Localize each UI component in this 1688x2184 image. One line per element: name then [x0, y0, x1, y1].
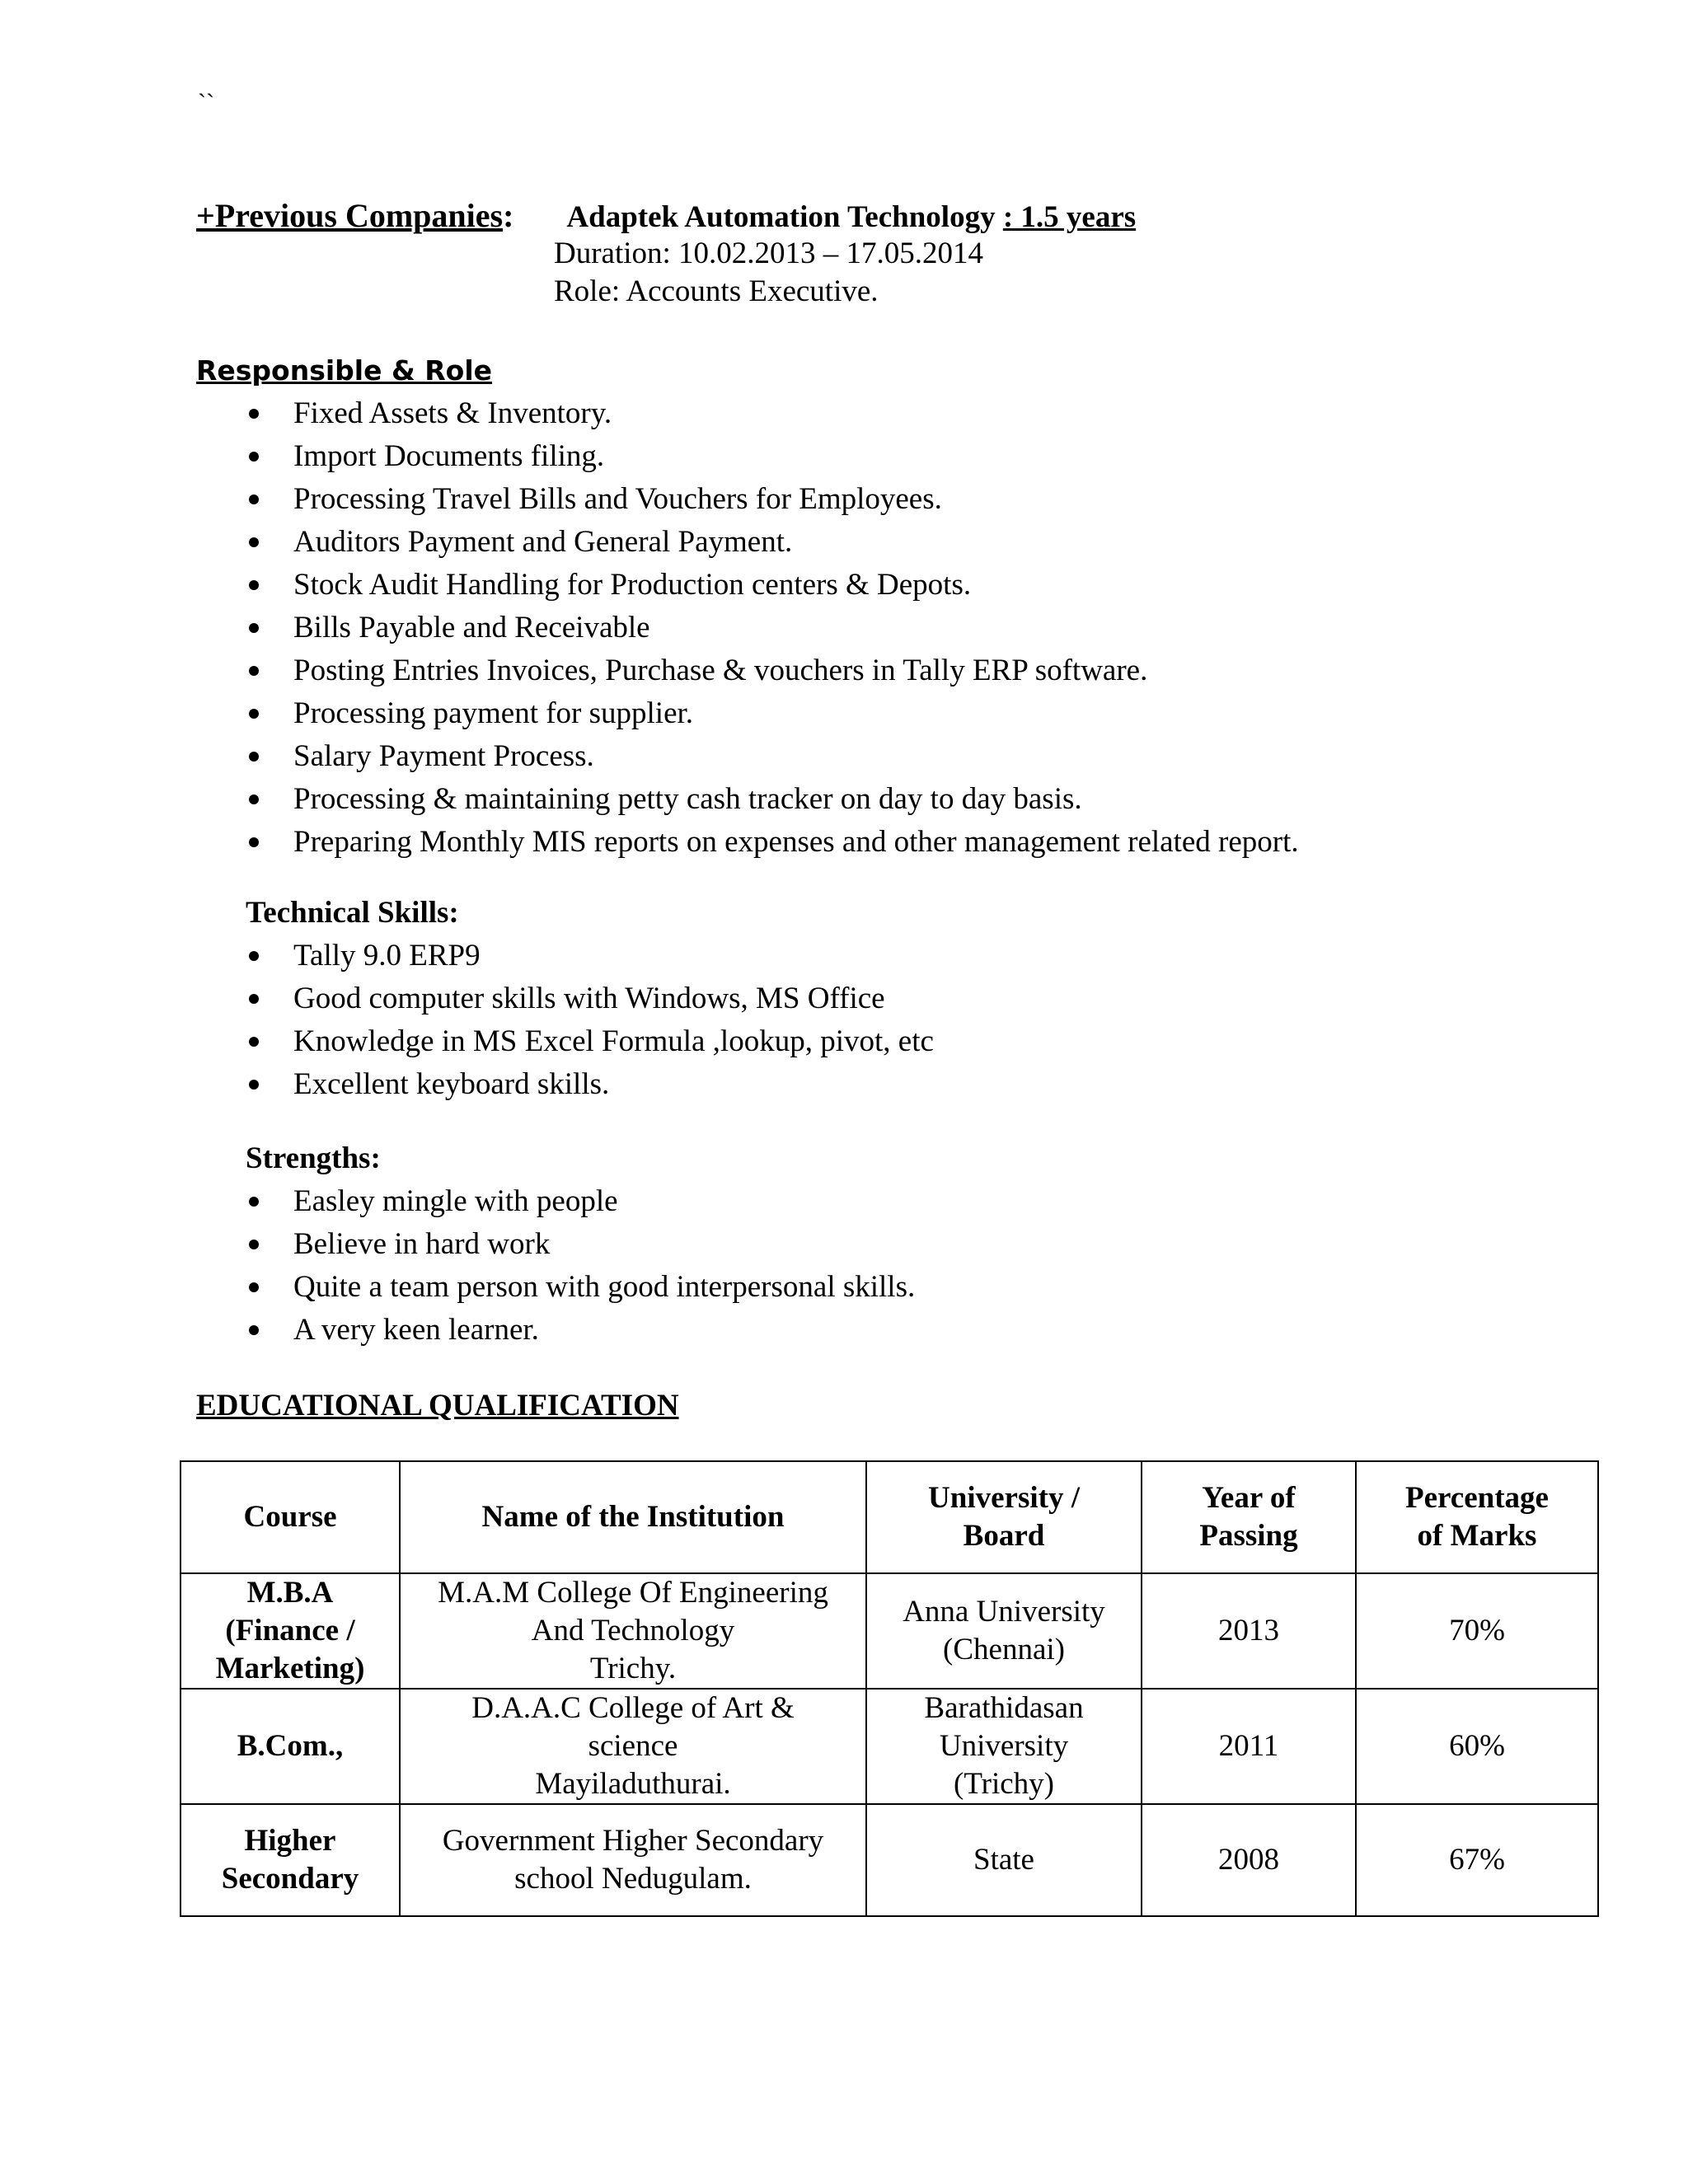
technical-skill-item [247, 1063, 1648, 1106]
previous-companies-label: +Previous Companies [196, 197, 504, 234]
bullet-icon [249, 623, 259, 633]
strength-item-text: Quite a team person with good interpersonal skills. [293, 1270, 916, 1304]
column-header-university [866, 1461, 1142, 1573]
responsibility-item [247, 649, 1648, 692]
university-cell [866, 1689, 1142, 1804]
responsibility-item-text: Posting Entries Invoices, Purchase & vouchers in Tally ERP software. [293, 654, 1148, 687]
column-header-course-line: Course [243, 1500, 337, 1534]
bullet-icon [249, 1197, 259, 1207]
responsibility-item-text: Preparing Monthly MIS reports on expenses and other management related report. [293, 825, 1299, 859]
technical-skills-heading: Technical Skills: [246, 896, 459, 930]
responsibility-item-text: Processing & maintaining petty cash tracker on day to day basis. [293, 782, 1082, 816]
company-duration: Duration: 10.02.2013 – 17.05.2014 [554, 237, 984, 270]
responsibility-item-text: Import Documents filing. [293, 439, 605, 473]
responsibility-item [247, 821, 1648, 864]
strength-item [247, 1266, 1648, 1309]
bullet-icon [249, 1282, 259, 1292]
technical-skill-item [247, 1020, 1648, 1063]
university-cell [866, 1573, 1142, 1689]
institution-cell-line: school Nedugulam. [514, 1862, 752, 1896]
course-cell-line: M.B.A [246, 1576, 334, 1610]
university-cell-line: University [939, 1729, 1069, 1763]
education-table [180, 1460, 1599, 1917]
responsibility-item [247, 778, 1648, 821]
responsibility-item-text: Processing Travel Bills and Vouchers for Employees. [293, 482, 942, 516]
bullet-icon [249, 752, 259, 762]
institution-cell-line: D.A.A.C College of Art & [471, 1691, 795, 1725]
responsibility-item-text: Stock Audit Handling for Production centers & Depots. [293, 568, 972, 602]
percentage-cell: 67% [1356, 1804, 1598, 1916]
responsibility-item [247, 478, 1648, 521]
company-tenure: : 1.5 years [1002, 200, 1137, 234]
responsibilities-heading: Responsible & Role [196, 354, 493, 387]
strengths-list [247, 1180, 1648, 1352]
company-name: Adaptek Automation Technology [566, 200, 996, 234]
percentage-cell: 60% [1356, 1689, 1598, 1804]
bullet-icon [249, 537, 259, 547]
course-cell-line: (Finance / [225, 1614, 355, 1647]
technical-skill-item-text: Good computer skills with Windows, MS Office [293, 982, 885, 1015]
institution-cell-line: M.A.M College Of Engineering [438, 1576, 828, 1610]
year-cell: 2013 [1142, 1573, 1356, 1689]
bullet-icon [249, 951, 259, 961]
company-name-line [566, 200, 1136, 234]
responsibility-item [247, 607, 1648, 649]
university-cell-line: Anna University [903, 1595, 1105, 1629]
previous-companies-heading [196, 196, 1136, 235]
bullet-icon [249, 794, 259, 804]
year-cell: 2011 [1142, 1689, 1356, 1804]
technical-skill-item-text: Tally 9.0 ERP9 [293, 939, 481, 972]
responsibility-item-text: Bills Payable and Receivable [293, 611, 650, 644]
institution-cell-line: And Technology [531, 1614, 735, 1647]
previous-companies-colon: : [503, 197, 514, 234]
responsibility-item [247, 692, 1648, 735]
strength-item-text: Believe in hard work [293, 1227, 551, 1261]
bullet-icon [249, 1037, 259, 1047]
responsibility-item [247, 735, 1648, 778]
education-table-body [181, 1573, 1598, 1916]
university-cell-line: State [973, 1843, 1034, 1877]
responsibility-item [247, 521, 1648, 564]
bullet-icon [249, 666, 259, 676]
column-header-percentage [1356, 1461, 1598, 1573]
bullet-icon [249, 580, 259, 590]
bullet-icon [249, 494, 259, 504]
year-cell: 2008 [1142, 1804, 1356, 1916]
responsibilities-list [247, 392, 1648, 864]
strengths-heading: Strengths: [246, 1141, 381, 1175]
responsibility-item [247, 564, 1648, 607]
strength-item [247, 1309, 1648, 1352]
institution-cell [400, 1689, 866, 1804]
bullet-icon [249, 1240, 259, 1249]
education-heading: EDUCATIONAL QUALIFICATION [196, 1389, 679, 1422]
responsibility-item-text: Auditors Payment and General Payment. [293, 525, 793, 559]
percentage-cell: 70% [1356, 1573, 1598, 1689]
institution-cell-line: science [588, 1729, 678, 1763]
technical-skill-item-text: Knowledge in MS Excel Formula ,lookup, pivot, etc [293, 1024, 934, 1058]
bullet-icon [249, 709, 259, 719]
technical-skill-item [247, 977, 1648, 1020]
university-cell [866, 1804, 1142, 1916]
institution-cell-line: Trichy. [589, 1652, 677, 1685]
company-role: Role: Accounts Executive. [554, 274, 879, 308]
strength-item [247, 1223, 1648, 1266]
university-cell-line: Barathidasan [924, 1691, 1084, 1725]
education-table-header [181, 1461, 1598, 1573]
bullet-icon [249, 452, 259, 462]
column-header-university-line: Board [963, 1519, 1045, 1553]
institution-cell [400, 1573, 866, 1689]
strength-item [247, 1180, 1648, 1223]
column-header-year-line: Passing [1199, 1519, 1298, 1553]
course-cell [181, 1804, 400, 1916]
column-header-year [1142, 1461, 1356, 1573]
course-cell-line: Secondary [221, 1862, 359, 1896]
table-row [181, 1804, 1598, 1916]
column-header-year-line: Year of [1202, 1481, 1296, 1515]
technical-skill-item-text: Excellent keyboard skills. [293, 1067, 610, 1101]
responsibility-item [247, 435, 1648, 478]
column-header-course [181, 1461, 400, 1573]
column-header-university-line: University / [928, 1481, 1080, 1515]
responsibility-item-text: Fixed Assets & Inventory. [293, 396, 612, 430]
bullet-icon [249, 1080, 259, 1090]
stray-mark: `` [198, 89, 214, 116]
university-cell-line: (Trichy) [954, 1767, 1054, 1801]
column-header-institution [400, 1461, 866, 1573]
course-cell-line: Marketing) [215, 1652, 365, 1685]
technical-skills-list [247, 935, 1648, 1106]
table-row [181, 1573, 1598, 1689]
column-header-percentage-line: of Marks [1417, 1519, 1537, 1553]
institution-cell [400, 1804, 866, 1916]
institution-cell-line: Mayiladuthurai. [535, 1767, 731, 1801]
university-cell-line: (Chennai) [943, 1633, 1065, 1666]
institution-cell-line: Government Higher Secondary [442, 1824, 824, 1858]
responsibility-item [247, 392, 1648, 435]
bullet-icon [249, 409, 259, 419]
course-cell-line: B.Com., [237, 1729, 344, 1763]
bullet-icon [249, 994, 259, 1004]
responsibility-item-text: Processing payment for supplier. [293, 696, 694, 730]
course-cell [181, 1573, 400, 1689]
bullet-icon [249, 837, 259, 847]
course-cell [181, 1689, 400, 1804]
responsibility-item-text: Salary Payment Process. [293, 739, 594, 773]
table-row [181, 1689, 1598, 1804]
column-header-institution-line: Name of the Institution [481, 1500, 785, 1534]
column-header-percentage-line: Percentage [1405, 1481, 1549, 1515]
technical-skill-item [247, 935, 1648, 977]
strength-item-text: A very keen learner. [293, 1313, 539, 1347]
strength-item-text: Easley mingle with people [293, 1184, 618, 1218]
course-cell-line: Higher [244, 1824, 336, 1858]
bullet-icon [249, 1325, 259, 1335]
